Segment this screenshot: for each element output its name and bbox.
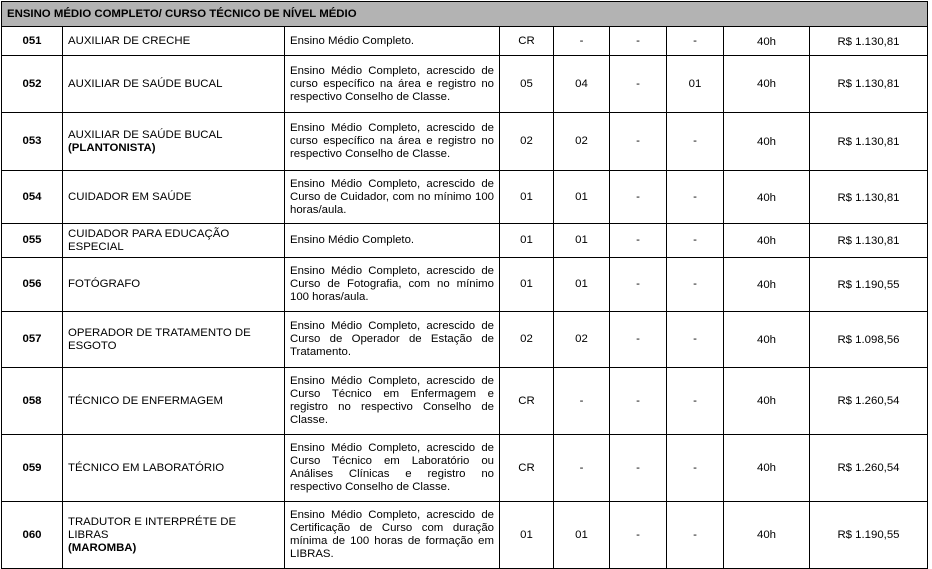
vacancy-value-1: 02: [500, 113, 554, 171]
vacancy-value-3: -: [610, 312, 667, 368]
position-title: AUXILIAR DE CRECHE: [68, 34, 191, 47]
position-name: [63, 435, 285, 502]
vacancy-value-2: -: [554, 27, 610, 56]
requirement: Ensino Médio Completo, acrescido de Curso Técnico em Enfermagem e registro no respectivo Conselho de Classe.: [285, 368, 500, 435]
workload-hours: 40h: [724, 368, 810, 435]
salary: R$ 1.190,55: [810, 258, 928, 312]
vacancy-value-1: 01: [500, 502, 554, 569]
vacancy-value-3: -: [610, 258, 667, 312]
table-row: [2, 312, 928, 368]
workload-hours: 40h: [724, 258, 810, 312]
vacancy-value-2: -: [554, 435, 610, 502]
position-name: [63, 502, 285, 569]
workload-hours: 40h: [724, 113, 810, 171]
table-row: [2, 258, 928, 312]
position-name: [63, 258, 285, 312]
table-row: [2, 502, 928, 569]
position-code: 057: [2, 312, 63, 368]
position-title: FOTÓGRAFO: [68, 278, 141, 290]
vacancy-value-4: -: [667, 435, 724, 502]
salary: R$ 1.130,81: [810, 27, 928, 56]
vacancy-value-2: 02: [554, 312, 610, 368]
vacancy-value-4: -: [667, 502, 724, 569]
requirement: Ensino Médio Completo, acrescido de Curso de Operador de Estação de Tratamento.: [285, 312, 500, 368]
position-name: [63, 224, 285, 258]
position-title: AUXILIAR DE SAÚDE BUCAL: [68, 128, 223, 141]
salary: R$ 1.190,55: [810, 502, 928, 569]
salary: R$ 1.260,54: [810, 368, 928, 435]
table-row: [2, 368, 928, 435]
table-row: [2, 171, 928, 224]
position-name: [63, 171, 285, 224]
position-code: 055: [2, 224, 63, 258]
vacancy-value-1: 02: [500, 312, 554, 368]
workload-hours: 40h: [724, 502, 810, 569]
vacancy-value-2: 01: [554, 502, 610, 569]
position-title: TRADUTOR E INTERPRÉTE DE LIBRAS: [68, 515, 237, 541]
position-name: [63, 56, 285, 113]
requirement: Ensino Médio Completo, acrescido de curso específico na área e registro no respectivo Conselho de Classe.: [285, 56, 500, 113]
section-title: ENSINO MÉDIO COMPLETO/ CURSO TÉCNICO DE NÍVEL MÉDIO: [2, 2, 928, 27]
position-code: 060: [2, 502, 63, 569]
position-name: [63, 312, 285, 368]
workload-hours: 40h: [724, 224, 810, 258]
vacancy-value-4: -: [667, 312, 724, 368]
salary: R$ 1.098,56: [810, 312, 928, 368]
workload-hours: 40h: [724, 435, 810, 502]
position-code: 056: [2, 258, 63, 312]
positions-table: [1, 1, 928, 569]
table-row: [2, 113, 928, 171]
vacancy-value-4: -: [667, 368, 724, 435]
vacancy-value-4: -: [667, 224, 724, 258]
requirement: Ensino Médio Completo, acrescido de Curso de Cuidador, com no mínimo 100 horas/aula.: [285, 171, 500, 224]
position-title: TÉCNICO DE ENFERMAGEM: [68, 394, 224, 407]
table-row: [2, 435, 928, 502]
requirement: Ensino Médio Completo, acrescido de curso específico na área e registro no respectivo Conselho de Classe.: [285, 113, 500, 171]
salary: R$ 1.130,81: [810, 224, 928, 258]
vacancy-value-3: -: [610, 435, 667, 502]
table-row: [2, 27, 928, 56]
vacancy-value-4: -: [667, 27, 724, 56]
workload-hours: 40h: [724, 171, 810, 224]
position-qualifier: (MAROMBA): [68, 541, 137, 554]
position-code: 051: [2, 27, 63, 56]
position-title: CUIDADOR PARA EDUCAÇÃO ESPECIAL: [68, 227, 230, 253]
position-name: [63, 27, 285, 56]
salary: R$ 1.130,81: [810, 56, 928, 113]
vacancy-value-3: -: [610, 113, 667, 171]
vacancy-value-3: -: [610, 502, 667, 569]
table-row: [2, 224, 928, 258]
position-name: [63, 368, 285, 435]
vacancy-value-4: -: [667, 171, 724, 224]
position-code: 059: [2, 435, 63, 502]
workload-hours: 40h: [724, 56, 810, 113]
vacancy-value-2: -: [554, 368, 610, 435]
requirement: Ensino Médio Completo, acrescido de Curso Técnico em Laboratório ou Análises Clínicas e registro no respectivo Conselho de Classe.: [285, 435, 500, 502]
salary: R$ 1.130,81: [810, 113, 928, 171]
vacancy-value-1: 05: [500, 56, 554, 113]
position-title: OPERADOR DE TRATAMENTO DE ESGOTO: [68, 326, 251, 352]
vacancy-value-2: 01: [554, 171, 610, 224]
position-title: TÉCNICO EM LABORATÓRIO: [68, 461, 225, 474]
vacancy-value-1: 01: [500, 224, 554, 258]
vacancy-value-1: CR: [500, 435, 554, 502]
position-code: 054: [2, 171, 63, 224]
position-qualifier: (PLANTONISTA): [68, 141, 156, 154]
vacancy-value-2: 01: [554, 224, 610, 258]
workload-hours: 40h: [724, 312, 810, 368]
section-header-row: [2, 2, 928, 27]
position-title: CUIDADOR EM SAÚDE: [68, 190, 192, 203]
vacancy-value-3: -: [610, 27, 667, 56]
position-code: 052: [2, 56, 63, 113]
vacancy-value-4: -: [667, 113, 724, 171]
requirement: Ensino Médio Completo.: [285, 224, 500, 258]
position-name: [63, 113, 285, 171]
table-row: [2, 56, 928, 113]
salary: R$ 1.130,81: [810, 171, 928, 224]
vacancy-value-3: -: [610, 224, 667, 258]
vacancy-value-2: 01: [554, 258, 610, 312]
salary: R$ 1.260,54: [810, 435, 928, 502]
vacancy-value-1: 01: [500, 258, 554, 312]
vacancy-value-1: CR: [500, 368, 554, 435]
vacancy-value-1: 01: [500, 171, 554, 224]
vacancy-value-4: 01: [667, 56, 724, 113]
requirement: Ensino Médio Completo.: [285, 27, 500, 56]
vacancy-value-3: -: [610, 171, 667, 224]
vacancy-value-2: 02: [554, 113, 610, 171]
vacancy-value-4: -: [667, 258, 724, 312]
requirement: Ensino Médio Completo, acrescido de Certificação de Curso com duração mínima de 100 horas de formação em LIBRAS.: [285, 502, 500, 569]
workload-hours: 40h: [724, 27, 810, 56]
vacancy-value-1: CR: [500, 27, 554, 56]
requirement: Ensino Médio Completo, acrescido de Curso de Fotografia, com no mínimo 100 horas/aula.: [285, 258, 500, 312]
position-code: 053: [2, 113, 63, 171]
vacancy-value-3: -: [610, 56, 667, 113]
position-code: 058: [2, 368, 63, 435]
position-title: AUXILIAR DE SAÚDE BUCAL: [68, 77, 223, 90]
vacancy-value-2: 04: [554, 56, 610, 113]
positions-table-body: [2, 2, 928, 569]
vacancy-value-3: -: [610, 368, 667, 435]
